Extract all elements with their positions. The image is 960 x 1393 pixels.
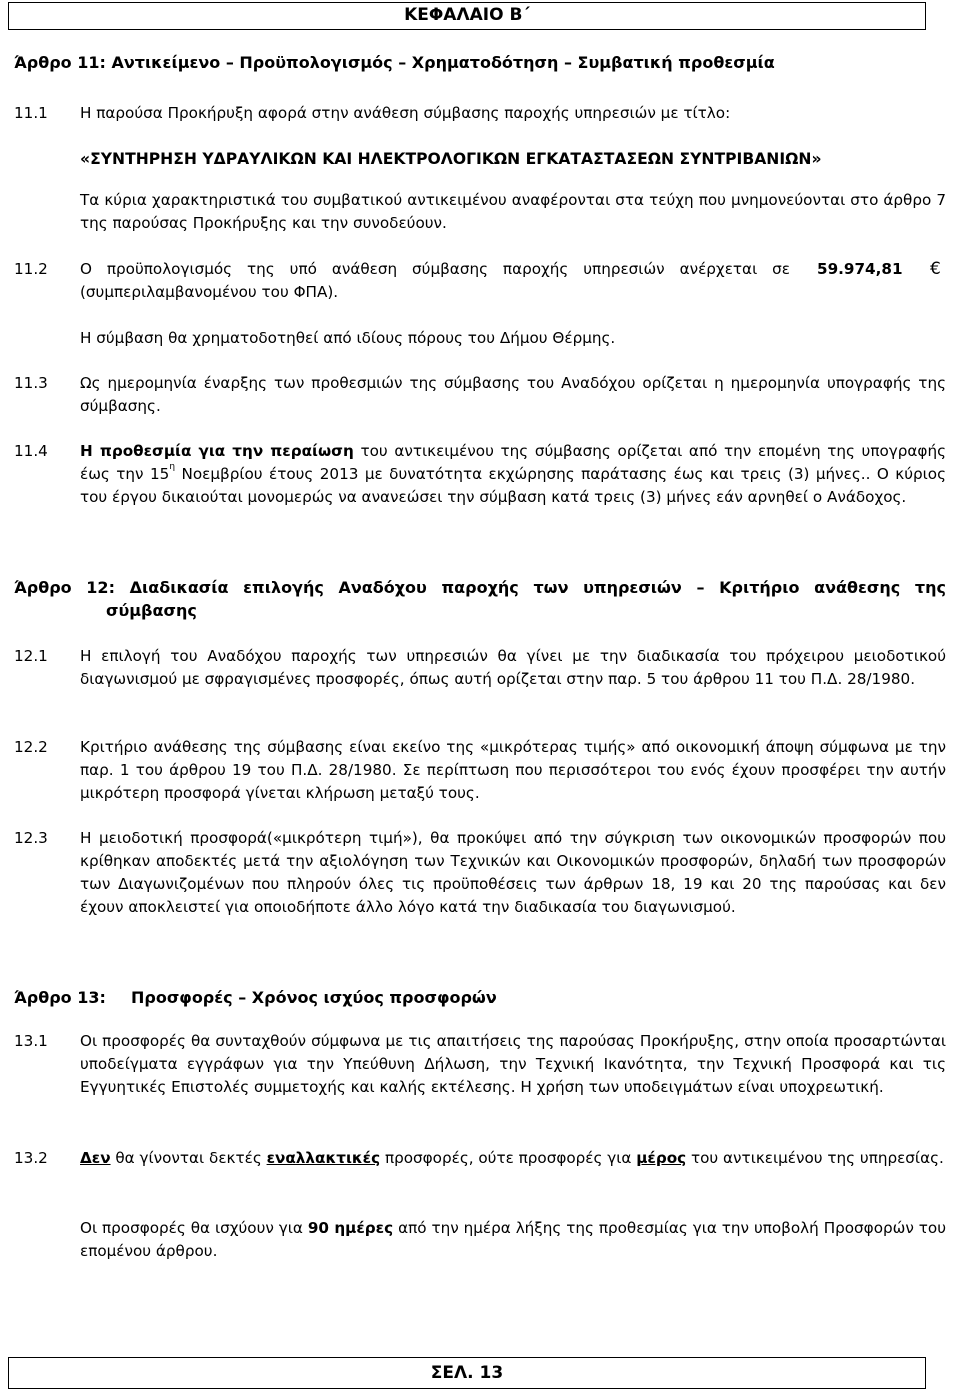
euro-icon: €: [930, 259, 941, 279]
validity-days: 90 ημέρες: [307, 1219, 394, 1237]
para-11-2-vat: (συμπεριλαμβανομένου του ΦΠΑ).: [80, 283, 339, 301]
para-12-3-number: 12.3: [14, 829, 48, 847]
para-12-3-text: Η μειοδοτική προσφορά(«μικρότερη τιμή»), θα προκύψει από την σύγκριση των οικονομικών προσφορών που κρίθηκαν αποδεκτές μετά την αξιολόγηση των Τεχνικών και Οικονομικών προσφορών, δηλαδή των προσφορών των Διαγωνιζομένων που πληρούν όλες τις προϋποθέσεις των άρθρων 18, 19 και 20 της παρούσας και δεν έχουν αποκλειστεί για οποιοδήποτε άλλο λόγο κατά την διαδικασία του διαγωνισμού.: [80, 829, 946, 916]
para-11-3-number: 11.3: [14, 374, 48, 392]
para-12-2-number: 12.2: [14, 738, 48, 756]
para-11-4-part-b: Νοεμβρίου έτους 2013 με δυνατότητα εκχώρησης παράτασης έως και τρεις (3) μήνες.. Ο κύριος του έργου δικαιούται μονομερώς να ανανεώσει την σύμβαση κατά τρεις (3) μήνες εάν αρνηθεί ο Ανάδοχος.: [80, 465, 946, 506]
para-13-2-text: [80, 1147, 946, 1170]
para-13-1-number: 13.1: [14, 1032, 48, 1050]
budget-amount: 59.974,81: [817, 260, 903, 278]
para-12-1-number: 12.1: [14, 647, 48, 665]
article-12-title-line2: σύμβασης: [106, 601, 197, 620]
emph-part: μέρος: [636, 1149, 687, 1167]
para-12-2-text: Κριτήριο ανάθεσης της σύμβασης είναι εκείνο της «μικρότερας τιμής» από οικονομική άποψη σύμφωνα με την παρ. 1 του άρθρου 19 του Π.Δ. 28/1980. Σε περίπτωση που περισσότεροι του ενός έχουν προσφέρει την αυτήν μικρότερη προσφορά γίνεται κλήρωση μεταξύ τους.: [80, 738, 946, 802]
para-11-4-number: 11.4: [14, 442, 48, 460]
validity-part-2: από την ημέρα λήξης της προθεσμίας για την υποβολή Προσφορών του επομένου άρθρου.: [80, 1219, 946, 1260]
para-13-validity: [80, 1217, 946, 1263]
para-11-2-text: Ο προϋπολογισμός της υπό ανάθεση σύμβασης παροχής υπηρεσιών ανέρχεται σε: [80, 260, 790, 278]
chapter-header: ΚΕΦΑΛΑΙΟ Β΄: [8, 2, 926, 30]
para-11-4-part-a: του αντικειμένου της σύμβασης ορίζεται από την επομένη της υπογραφής έως την 15: [80, 442, 946, 483]
article-13-title: Προσφορές – Χρόνος ισχύος προσφορών: [131, 988, 497, 1007]
para-11-4-text: [80, 440, 946, 509]
para-12-1-text: Η επιλογή του Αναδόχου παροχής των υπηρεσιών θα γίνει με την διαδικασία του πρόχειρου μειοδοτικού διαγωνισμού με σφραγισμένες προσφορές, όπως αυτή ορίζεται στην παρ. 5 του άρθρου 11 του Π.Δ. 28/1980.: [80, 647, 946, 688]
para-11-1-description: Τα κύρια χαρακτηριστικά του συμβατικού αντικειμένου αναφέρονται στα τεύχη που μνημονεύονται στο άρθρο 7 της παρούσας Προκήρυξης και την συνοδεύουν.: [80, 191, 946, 232]
para-11-1-number: 11.1: [14, 104, 48, 122]
ordinal-sup: η: [169, 462, 176, 472]
para-13-1-text: Οι προσφορές θα συνταχθούν σύμφωνα με τις απαιτήσεις της παρούσας Προκήρυξης, στην οποία προσαρτώνται υποδείγματα εγγράφων για την Υπεύθυνη Δήλωση, την Τεχνική Ικανότητα, την Τεχνική Προσφορά και τις Εγγυητικές Επιστολές συμμετοχής και καλής εκτέλεσης. Η χρήση των υποδειγμάτων είναι υποχρεωτική.: [80, 1032, 946, 1096]
article-11-title: Άρθρο 11: Αντικείμενο – Προϋπολογισμός – Χρηματοδότηση – Συμβατική προθεσμία: [14, 53, 775, 72]
para-13-2-part-1: θα γίνονται δεκτές: [110, 1149, 267, 1167]
emph-not: Δεν: [80, 1149, 111, 1167]
para-13-2-part-2: προσφορές, ούτε προσφορές για: [380, 1149, 637, 1167]
para-13-2-number: 13.2: [14, 1149, 48, 1167]
para-11-3-text: Ως ημερομηνία έναρξης των προθεσμιών της σύμβασης του Αναδόχου ορίζεται η ημερομηνία υπογραφής της σύμβασης.: [80, 374, 946, 415]
para-13-2-part-3: του αντικειμένου της υπηρεσίας.: [686, 1149, 944, 1167]
service-title: «ΣΥΝΤΗΡΗΣΗ ΥΔΡΑΥΛΙΚΩΝ ΚΑΙ ΗΛΕΚΤΡΟΛΟΓΙΚΩΝ ΕΓΚΑΤΑΣΤΑΣΕΩΝ ΣΥΝΤΡΙΒΑΝΙΩΝ»: [80, 150, 822, 168]
emph-alternative: εναλλακτικές: [266, 1149, 381, 1167]
validity-part-1: Οι προσφορές θα ισχύουν για: [80, 1219, 308, 1237]
para-11-2-number: 11.2: [14, 260, 48, 278]
para-11-2-funding: Η σύμβαση θα χρηματοδοτηθεί από ιδίους πόρους του Δήμου Θέρμης.: [80, 329, 616, 347]
article-13-label: Άρθρο 13:: [14, 988, 106, 1007]
para-11-1-text: Η παρούσα Προκήρυξη αφορά στην ανάθεση σύμβασης παροχής υπηρεσιών με τίτλο:: [80, 104, 731, 122]
article-12-title: Άρθρο 12: Διαδικασία επιλογής Αναδόχου παροχής των υπηρεσιών – Κριτήριο ανάθεσης της: [14, 578, 946, 597]
page-number: ΣΕΛ. 13: [8, 1357, 926, 1389]
deadline-heading: Η προθεσμία για την περαίωση: [80, 442, 354, 460]
